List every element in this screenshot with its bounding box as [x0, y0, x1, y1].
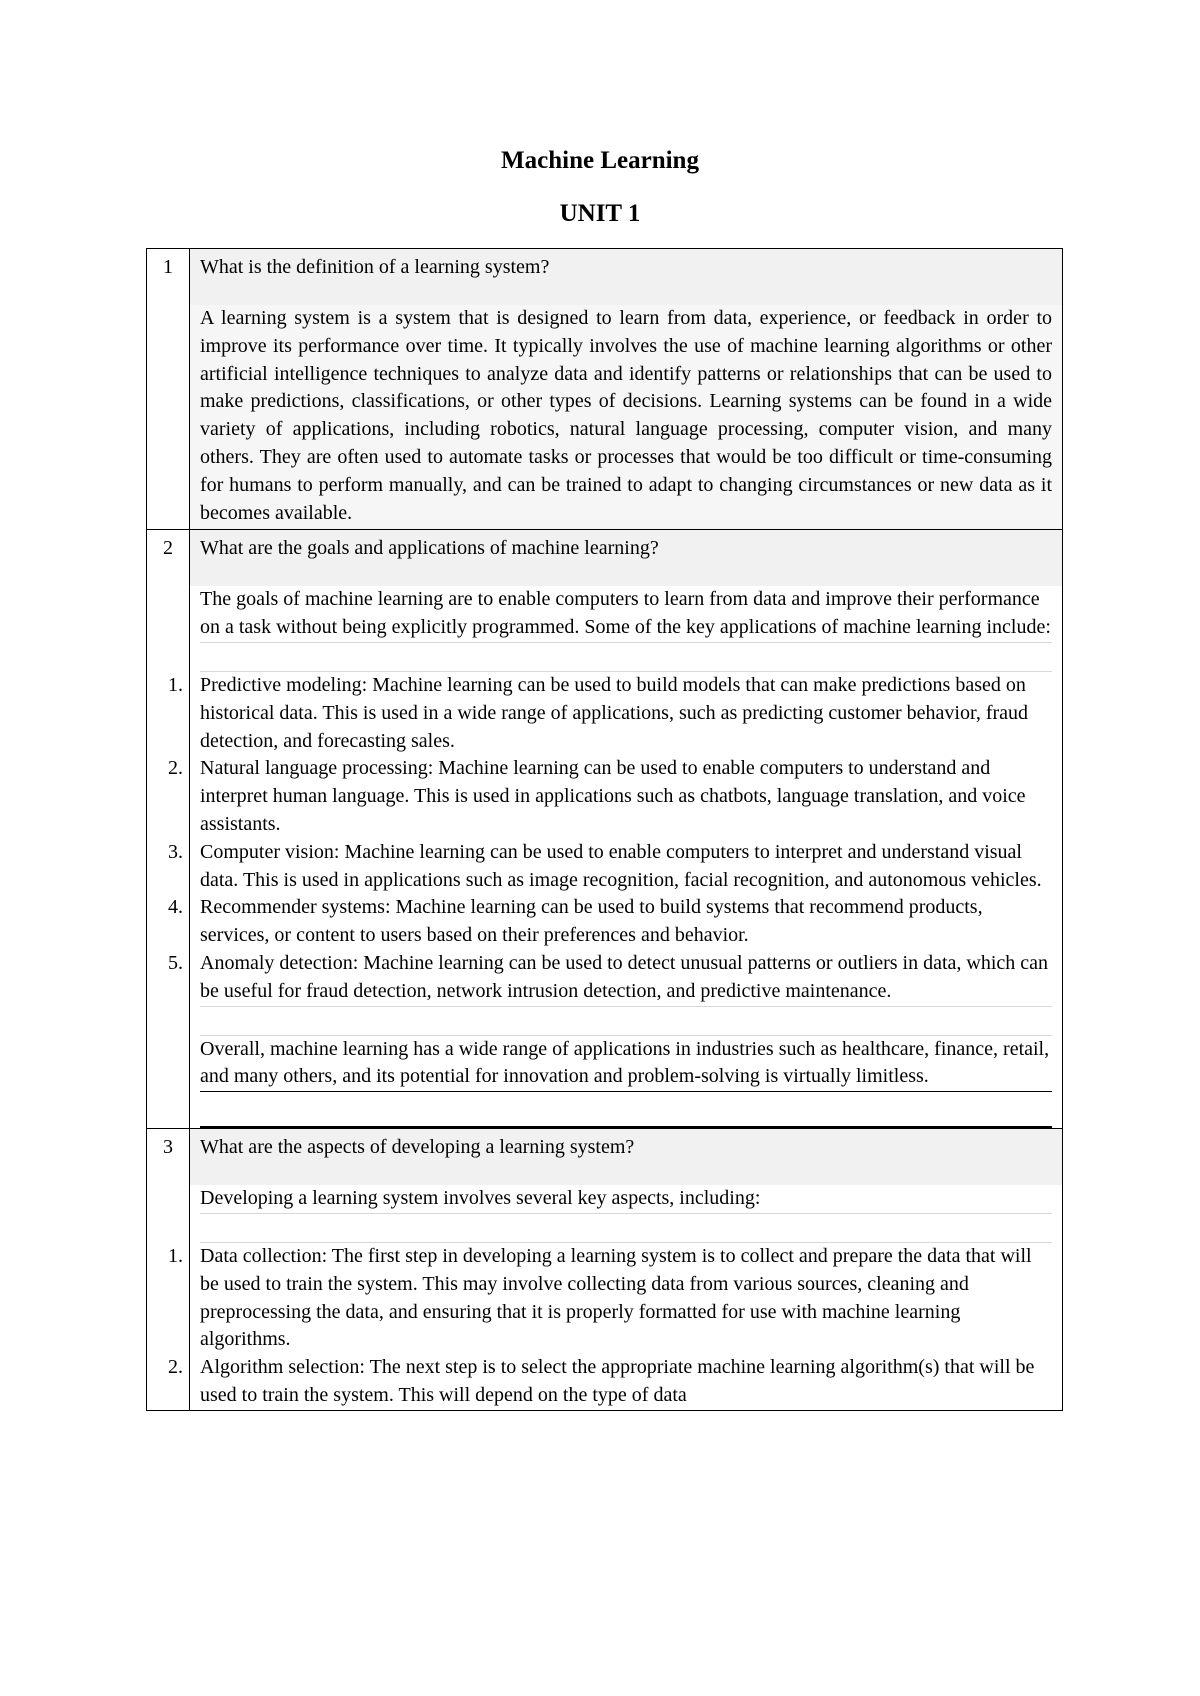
- list-marker: 3.: [168, 840, 183, 863]
- question-row-3: [147, 1129, 1063, 1411]
- list-item-text: Anomaly detection: Machine learning can be used to detect unusual patterns or outliers in data, which can be useful for fraud detection, network intrusion detection, and predictive maintenance.: [200, 951, 1049, 1002]
- applications-list: [168, 672, 1052, 1006]
- list-item-text: Algorithm selection: The next step is to select the appropriate machine learning algorithm(s) that will be used to train the system. This will depend on the type of data: [200, 1356, 1035, 1406]
- list-item: [168, 672, 1052, 755]
- list-item: [168, 950, 1052, 1006]
- list-item: [168, 894, 1052, 950]
- divider: [200, 1213, 1052, 1243]
- list-marker: 1.: [168, 1244, 183, 1267]
- page-title: Machine Learning: [501, 147, 699, 174]
- question-text: What are the goals and applications of machine learning?: [190, 530, 1062, 586]
- qa-table: [146, 248, 1063, 1411]
- list-item: [168, 755, 1052, 838]
- list-item-text: Recommender systems: Machine learning can be used to build systems that recommend products, services, or content to users based on their preferences and behavior.: [200, 896, 983, 947]
- list-marker: 1.: [168, 673, 183, 696]
- list-item: [168, 839, 1052, 895]
- answer-intro: The goals of machine learning are to enable computers to learn from data and improve their performance on a task without being explicitly programmed. Some of the key applications of machine learning include:: [200, 588, 1051, 639]
- answer-closing: Overall, machine learning has a wide range of applications in industries such as healthcare, finance, retail, and many others, and its potential for innovation and problem-solving is virtually limitless.: [200, 1036, 1052, 1093]
- question-number: 2: [147, 530, 190, 1129]
- list-item-text: Data collection: The first step in developing a learning system is to collect and prepare the data that will be used to train the system. This may involve collecting data from various sources, cleaning and preprocessing the data, and ensuring that it is properly formatted for use with machine learning algorithms.: [200, 1244, 1032, 1351]
- question-content: [168, 1129, 1063, 1411]
- divider: [200, 642, 1052, 672]
- aspects-list: [168, 1243, 1052, 1410]
- question-text: What are the aspects of developing a learning system?: [190, 1129, 1062, 1185]
- list-marker: 2.: [168, 757, 183, 780]
- answer-intro: Developing a learning system involves several key aspects, including:: [200, 1187, 761, 1210]
- list-item: [168, 1354, 1052, 1410]
- list-item-text: Natural language processing: Machine learning can be used to enable computers to understand and interpret human language. This is used in applications such as chatbots, language translation, and voice assistants.: [200, 757, 1026, 835]
- question-row-1: [147, 249, 1063, 530]
- spacer: [200, 1092, 1052, 1128]
- divider: [200, 1006, 1052, 1036]
- list-marker: 5.: [168, 951, 183, 974]
- list-item: [168, 1243, 1052, 1354]
- answer-text: A learning system is a system that is designed to learn from data, experience, or feedback in order to improve its performance over time. It typically involves the use of machine learning algorithms or other artificial intelligence techniques to analyze data and identify patterns or relationships that can be used to make predictions, classifications, or other types of decisions. Learning systems can be found in a wide variety of applications, including robotics, natural language processing, computer vision, and many others. They are often used to automate tasks or processes that would be too difficult or time-consuming for humans to perform manually, and can be trained to adapt to changing circumstances or new data as it becomes available.: [190, 305, 1062, 529]
- unit-heading: UNIT 1: [559, 200, 641, 227]
- question-content: [190, 249, 1063, 530]
- question-row-2: [147, 530, 1063, 1129]
- question-number: 1: [147, 249, 190, 530]
- list-marker: 4.: [168, 896, 183, 919]
- question-text: What is the definition of a learning system?: [190, 249, 1062, 305]
- list-item-text: Computer vision: Machine learning can be used to enable computers to interpret and understand visual data. This is used in applications such as image recognition, facial recognition, and autonomous vehicles.: [200, 840, 1042, 891]
- question-content: [168, 530, 1063, 1129]
- list-marker: 2.: [168, 1356, 183, 1379]
- question-number: 3: [147, 1129, 190, 1411]
- list-item-text: Predictive modeling: Machine learning can be used to build models that can make predictions based on historical data. This is used in a wide range of applications, such as predicting customer behavior, fraud detection, and forecasting sales.: [200, 673, 1029, 752]
